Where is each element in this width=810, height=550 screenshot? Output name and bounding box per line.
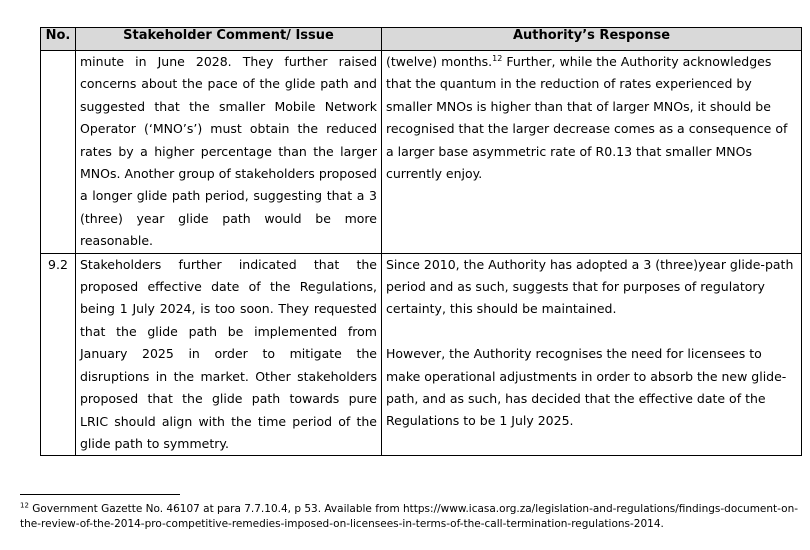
response-text [386,51,797,185]
footnote-reference: 12 [492,53,503,63]
table-row [41,51,802,254]
footnote-separator [20,494,180,495]
footnote-number: 12 [20,501,29,510]
paragraph-spacer [386,321,797,343]
comment-text: minute in June 2028. They further raised concerns about the pace of the glide path and suggested that the smaller Mobile Network Operator (‘MNO’s’) must obtain the reduced rates by a higher percentage than the larger MNOs. Another group of stakeholders proposed a longer glide path period, suggesting that a 3 (three) year glide path would be more reasonable. [80,54,377,249]
header-no: No. [41,28,76,51]
table-row [41,253,802,456]
response-paragraph-1: Since 2010, the Authority has adopted a 3 (three)year glide-path period and as such, suggests that for purposes of regulatory certainty, this should be maintained. [386,256,794,317]
response-text-rest: Further, while the Authority acknowledges that the quantum in the reduction of rates experienced by smaller MNOs is higher than that of larger MNOs, it should be recognised that the larger decrease comes as a consequence of a larger base asymmetric rate of R0.13 that smaller MNOs currently enjoy. [386,54,788,182]
header-authority-response: Authority’s Response [382,28,802,51]
row-number: 9.2 [41,253,76,456]
footnote-text: Government Gazette No. 46107 at para 7.7.10.4, p 53. Available from https://www.icasa.org.za/legislation-and-regulations/findings-document-on-the-review-of-the-2014-pro-competitive-remedies-imposed-on-licensees-in-terms-of-the-call-termination-regulations-2014. [20,503,799,530]
stakeholder-response-table [40,27,802,456]
row-number [41,51,76,254]
authority-response-cell [382,51,802,254]
response-paragraph-2: However, the Authority recognises the need for licensees to make operational adjustments in order to absorb the new glide-path, and as such, has decided that the effective date of the Regulations to be 1 July 2025. [386,346,787,429]
authority-response-cell [382,253,802,456]
table-header-row [41,28,802,51]
stakeholder-comment-cell [76,51,382,254]
footnote [20,502,805,532]
response-text-start: (twelve) months. [386,54,493,69]
comment-text: Stakeholders further indicated that the proposed effective date of the Regulations, being 1 July 2024, is too soon. They requested that the glide path be implemented from January 2025 in order to mitigate the disruptions in the market. Other stakeholders proposed that the glide path towards pure LRIC should align with the time period of the glide path to symmetry. [80,256,377,451]
stakeholder-comment-cell [76,253,382,456]
header-stakeholder-comment: Stakeholder Comment/ Issue [76,28,382,51]
